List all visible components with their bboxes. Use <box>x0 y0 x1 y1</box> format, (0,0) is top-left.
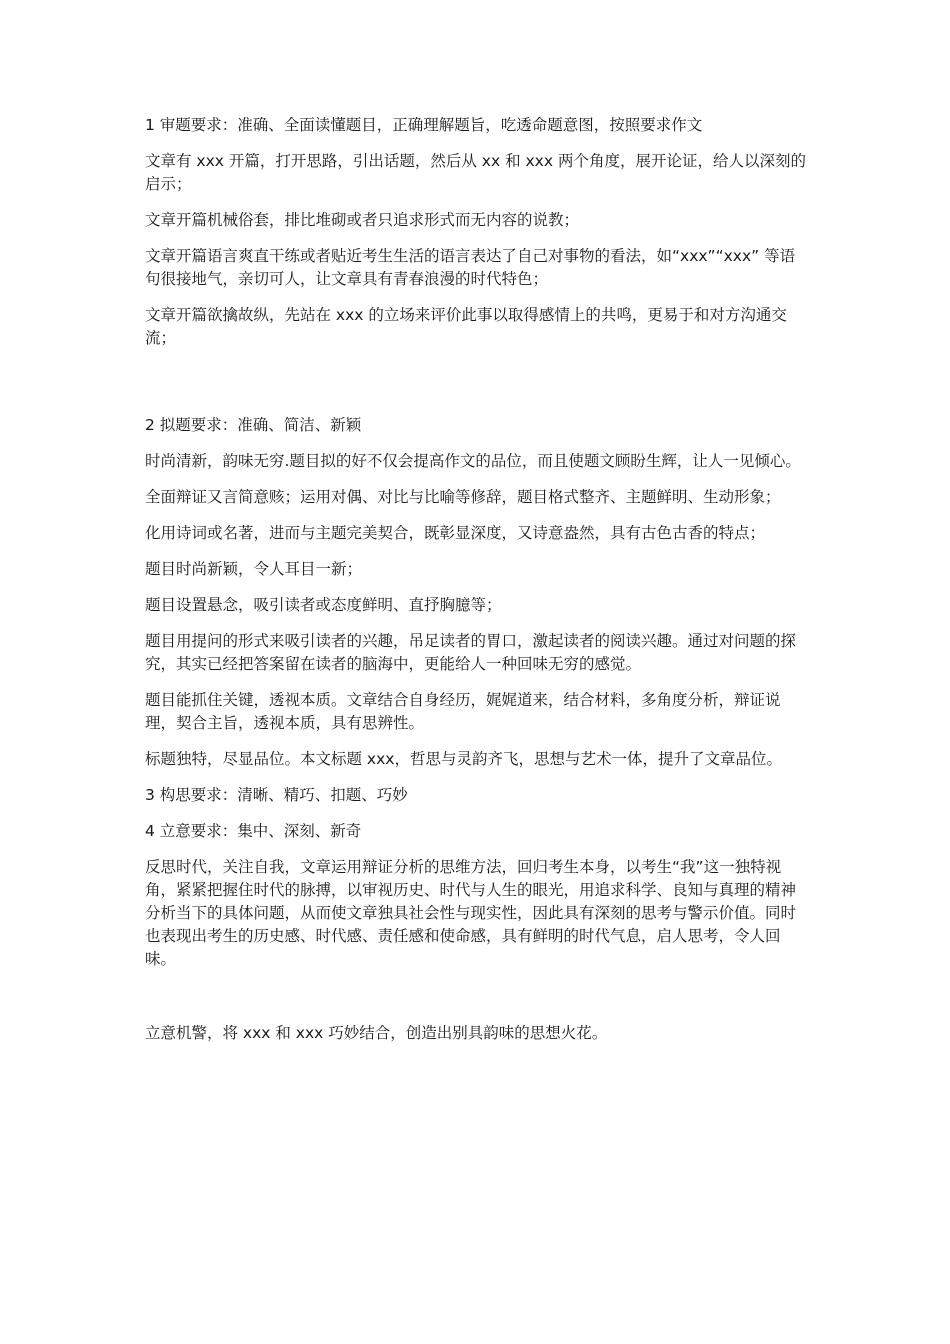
section-4-heading: 4 立意要求：集中、深刻、新奇 <box>145 822 362 840</box>
section-2-paragraph: 题目时尚新颖，令人耳目一新； <box>145 560 363 578</box>
section-2-paragraph: 化用诗词或名著，进而与主题完美契合，既彰显深度，又诗意盎然，具有古色古香的特点； <box>145 524 766 542</box>
section-1-paragraph: 文章有 xxx 开篇，打开思路，引出话题，然后从 xx 和 xxx 两个角度，展开论证，给人以深刻的启示； <box>145 152 806 193</box>
section-1-paragraph: 文章开篇机械俗套，排比堆砌或者只追求形式而无内容的说教； <box>145 211 580 229</box>
section-2-paragraph: 题目能抓住关键，透视本质。文章结合自身经历，娓娓道来，结合材料，多角度分析，辩证说理，契合主旨，透视本质，具有思辨性。 <box>145 691 781 732</box>
section-2-paragraph: 题目设置悬念，吸引读者或态度鲜明、直抒胸臆等； <box>145 596 502 614</box>
section-3-heading: 3 构思要求：清晰、精巧、扣题、巧妙 <box>145 786 408 804</box>
section-2-paragraph: 标题独特，尽显品位。本文标题 xxx，哲思与灵韵齐飞，思想与艺术一体，提升了文章品位。 <box>145 750 782 768</box>
section-2-paragraph: 时尚清新，韵味无穷.题目拟的好不仅会提高作文的品位，而且使题文顾盼生辉，让人一见倾心。 <box>145 452 801 470</box>
section-spacer <box>145 984 810 1022</box>
section-4-paragraph: 反思时代，关注自我，文章运用辩证分析的思维方法，回归考生本身，以考生“我”这一独特视角，紧紧把握住时代的脉搏，以审视历史、时代与人生的眼光，用追求科学、良知与真理的精神分析当下的具体问题，从而使文章独具社会性与现实性，因此具有深刻的思考与警示价值。同时也表现出考生的历史感、时代感、责任感和使命感，具有鲜明的时代气息，启人思考，令人回味。 <box>145 858 797 968</box>
section-2-heading: 2 拟题要求：准确、简洁、新颖 <box>145 416 362 434</box>
section-spacer <box>145 363 810 414</box>
section-1-paragraph: 文章开篇语言爽直干练或者贴近考生生活的语言表达了自己对事物的看法，如“xxx”“xxx” 等语句很接地气，亲切可人，让文章具有青春浪漫的时代特色； <box>145 247 796 288</box>
section-2-paragraph: 题目用提问的形式来吸引读者的兴趣，吊足读者的胃口，激起读者的阅读兴趣。通过对问题的探究，其实已经把答案留在读者的脑海中，更能给人一种回味无穷的感觉。 <box>145 632 797 673</box>
section-2-paragraph: 全面辩证又言简意赅；运用对偶、对比与比喻等修辞，题目格式整齐、主题鲜明、生动形象； <box>145 488 781 506</box>
section-4-paragraph: 立意机警，将 xxx 和 xxx 巧妙结合，创造出别具韵味的思想火花。 <box>145 1024 608 1042</box>
document-body <box>145 114 810 1058</box>
section-1-paragraph: 文章开篇欲擒故纵，先站在 xxx 的立场来评价此事以取得感情上的共鸣，更易于和对方沟通交流； <box>145 306 787 347</box>
section-1-heading: 1 审题要求：准确、全面读懂题目，正确理解题旨，吃透命题意图，按照要求作文 <box>145 116 703 134</box>
